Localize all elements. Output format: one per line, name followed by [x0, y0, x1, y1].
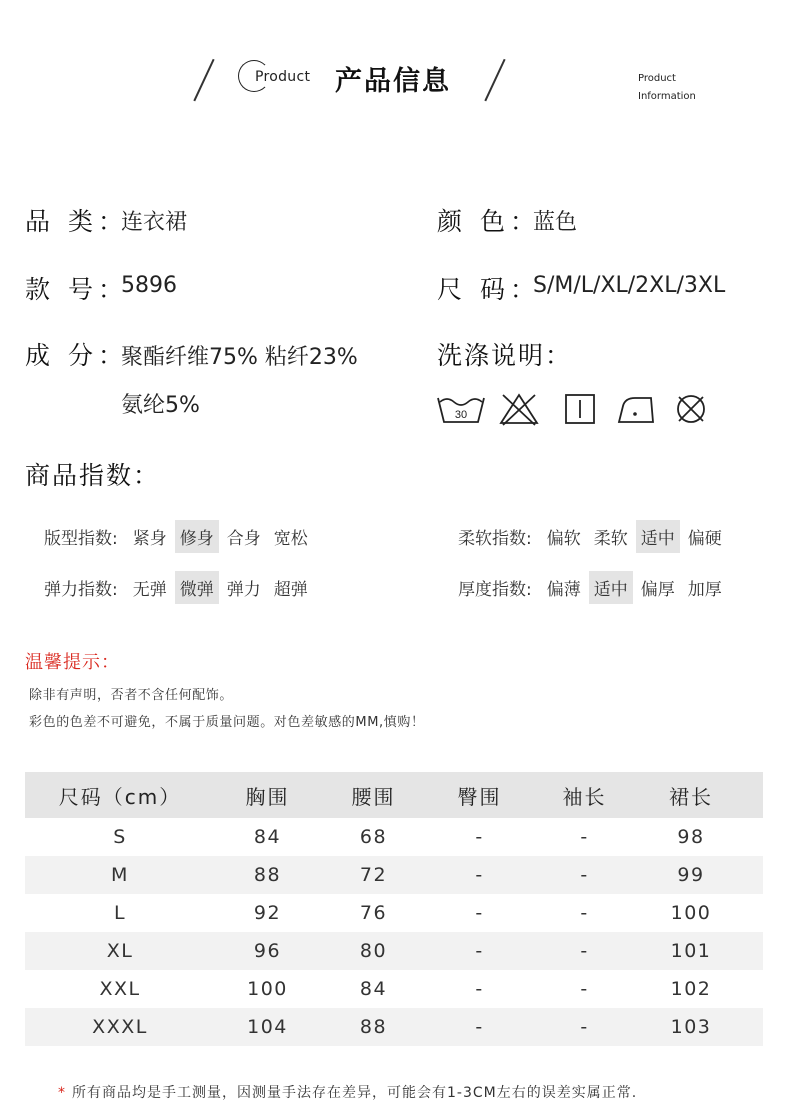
- table-cell: -: [475, 978, 484, 1000]
- color-value: 蓝色: [533, 210, 578, 235]
- index-option-selected: 适中: [636, 520, 680, 553]
- softness-index-name: 柔软指数:: [458, 529, 532, 549]
- table-cell: 68: [359, 826, 388, 848]
- iron-low-icon: [615, 392, 657, 426]
- table-header-cell: 袖长: [562, 784, 607, 809]
- style-number-value: 5896: [121, 273, 177, 298]
- size-table: [25, 772, 763, 1046]
- table-row: [25, 818, 763, 856]
- table-cell: -: [580, 1016, 589, 1038]
- table-header-cell: 腰围: [351, 784, 396, 809]
- table-row: [25, 856, 763, 894]
- index-option: 偏薄: [546, 580, 581, 600]
- fit-index-row: [44, 520, 316, 553]
- side-english-line1: Product: [638, 73, 676, 84]
- tips-title: 温馨提示：: [25, 652, 120, 673]
- composition-line1: 聚酯纤维75% 粘纤23%: [121, 345, 358, 370]
- wash-instructions-label: 洗涤说明：: [437, 341, 573, 370]
- table-cell: -: [475, 940, 484, 962]
- table-cell: 84: [253, 826, 282, 848]
- elasticity-index-row: [44, 571, 316, 604]
- composition-line2: 氨纶5%: [121, 393, 200, 418]
- product-word: Product: [255, 69, 311, 85]
- table-cell: L: [113, 902, 127, 924]
- thickness-index-name: 厚度指数:: [458, 580, 532, 600]
- side-english-label: [638, 70, 696, 106]
- table-cell: XXL: [99, 978, 141, 1000]
- index-option-selected: 修身: [175, 520, 219, 553]
- table-header-cell: 裙长: [669, 784, 713, 809]
- table-cell: 88: [359, 1016, 388, 1038]
- index-option: 紧身: [132, 529, 167, 549]
- table-cell: 88: [253, 864, 282, 886]
- index-option-selected: 适中: [589, 571, 633, 604]
- composition-label: 成 分：: [25, 341, 128, 370]
- table-header-cell: 胸围: [245, 784, 290, 809]
- elasticity-index-name: 弹力指数:: [44, 580, 118, 600]
- table-cell: 96: [253, 940, 282, 962]
- table-row: [25, 932, 763, 970]
- table-cell: 80: [359, 940, 388, 962]
- table-cell: 98: [677, 826, 705, 848]
- index-option: 超弹: [273, 580, 308, 600]
- table-cell: 92: [253, 902, 282, 924]
- table-cell: 72: [359, 864, 388, 886]
- table-cell: S: [113, 826, 127, 848]
- fit-index-name: 版型指数:: [44, 529, 118, 549]
- table-cell: 103: [670, 1016, 712, 1038]
- table-row: [25, 1008, 763, 1046]
- page-title: 产品信息: [335, 66, 451, 97]
- index-option-selected: 微弹: [175, 571, 219, 604]
- table-cell: 100: [247, 978, 288, 1000]
- tip-line-2: 彩色的色差不可避免，不属于质量问题。对色差敏感的MM,慎购！: [29, 715, 425, 730]
- measurement-footnote: [58, 1082, 637, 1102]
- category-label: 品 类：: [25, 207, 128, 236]
- table-header-cell: 臀围: [457, 784, 502, 809]
- tip-line-1: 除非有声明，否者不含任何配饰。: [29, 688, 234, 703]
- tumble-dry-icon: [563, 392, 597, 426]
- thickness-index-row: [458, 571, 730, 604]
- index-option: 合身: [226, 529, 261, 549]
- softness-index-row: [458, 520, 730, 553]
- index-option: 加厚: [687, 580, 722, 600]
- table-cell: 76: [359, 902, 388, 924]
- table-cell: -: [475, 902, 484, 924]
- style-number-label: 款 号：: [25, 275, 128, 304]
- wash-30-icon: [436, 392, 486, 426]
- table-cell: -: [580, 978, 589, 1000]
- wash-30-text: 30: [454, 409, 468, 421]
- no-dry-clean-icon: [674, 392, 708, 426]
- size-value: S/M/L/XL/2XL/3XL: [533, 273, 726, 298]
- index-option: 偏硬: [687, 529, 722, 549]
- size-label: 尺 码：: [437, 275, 540, 304]
- table-cell: XXXL: [92, 1016, 148, 1038]
- category-value: 连衣裙: [121, 210, 188, 235]
- index-option: 偏厚: [640, 580, 675, 600]
- side-english-line2: Information: [638, 91, 696, 102]
- table-cell: XL: [106, 940, 134, 962]
- footnote-star: *: [58, 1085, 66, 1101]
- table-cell: -: [580, 940, 589, 962]
- index-option: 偏软: [546, 529, 581, 549]
- index-option: 弹力: [226, 580, 261, 600]
- indices-title: 商品指数：: [25, 461, 161, 490]
- color-label: 颜 色：: [437, 207, 540, 236]
- no-bleach-icon: [498, 392, 540, 426]
- table-header-cell: 尺码（cm）: [58, 784, 182, 809]
- index-option: 宽松: [273, 529, 308, 549]
- table-cell: 99: [677, 864, 705, 886]
- index-option: 柔软: [593, 529, 628, 549]
- index-option: 无弹: [132, 580, 167, 600]
- table-cell: -: [475, 826, 484, 848]
- footnote-text: 所有商品均是手工测量，因测量手法存在差异，可能会有1-3CM左右的误差实属正常.: [72, 1085, 638, 1101]
- table-cell: M: [111, 864, 129, 886]
- table-cell: -: [475, 1016, 484, 1038]
- table-cell: -: [475, 864, 484, 886]
- table-cell: 101: [670, 940, 712, 962]
- table-cell: -: [580, 902, 589, 924]
- header-slash-left: [193, 59, 214, 101]
- header-slash-right: [484, 59, 505, 101]
- table-row: [25, 970, 763, 1008]
- table-cell: -: [580, 864, 589, 886]
- table-cell: 102: [670, 978, 712, 1000]
- table-cell: 100: [670, 902, 712, 924]
- table-cell: -: [580, 826, 589, 848]
- table-header-row: [25, 772, 763, 818]
- table-cell: 104: [247, 1016, 288, 1038]
- table-cell: 84: [359, 978, 388, 1000]
- table-row: [25, 894, 763, 932]
